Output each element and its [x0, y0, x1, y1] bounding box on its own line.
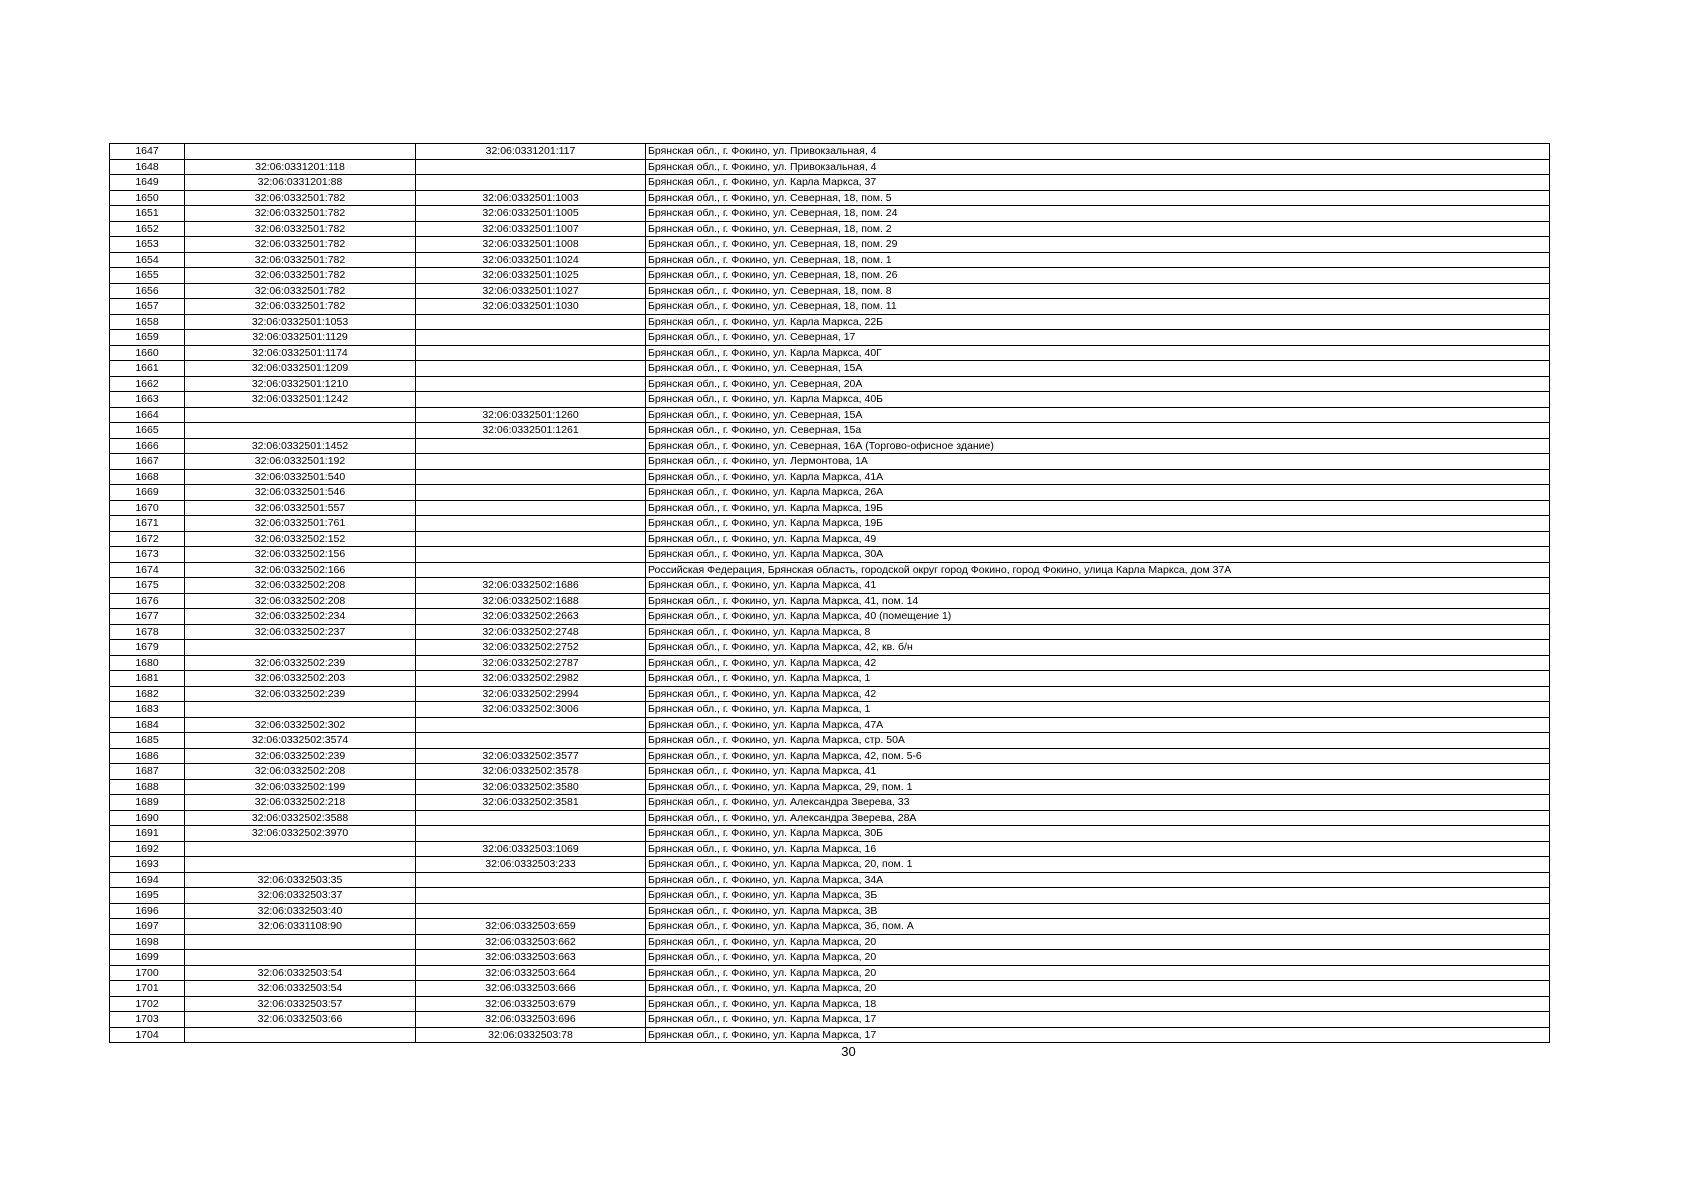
- row-number-cell: 1670: [110, 500, 185, 516]
- cadastral-number-cell: 32:06:0332502:239: [185, 686, 416, 702]
- row-number-cell: 1696: [110, 903, 185, 919]
- premises-cadastral-number-cell: 32:06:0332503:663: [416, 950, 646, 966]
- table-row: [110, 671, 1550, 687]
- cadastral-number-cell: 32:06:0331201:88: [185, 175, 416, 191]
- table-row: [110, 516, 1550, 532]
- table-row: [110, 547, 1550, 563]
- address-cell: Брянская обл., г. Фокино, ул. Карла Маркса, 47А: [646, 717, 1550, 733]
- premises-cadastral-number-cell: 32:06:0332501:1030: [416, 299, 646, 315]
- address-cell: Брянская обл., г. Фокино, ул. Карла Маркса, 18: [646, 996, 1550, 1012]
- table-row: [110, 438, 1550, 454]
- row-number-cell: 1667: [110, 454, 185, 470]
- address-cell: Брянская обл., г. Фокино, ул. Карла Маркса, 42: [646, 655, 1550, 671]
- premises-cadastral-number-cell: [416, 392, 646, 408]
- cadastral-number-cell: 32:06:0331108:90: [185, 919, 416, 935]
- registry-table: [109, 143, 1550, 1043]
- table-row: [110, 237, 1550, 253]
- table-row: [110, 314, 1550, 330]
- cadastral-number-cell: 32:06:0332502:3970: [185, 826, 416, 842]
- table-row: [110, 702, 1550, 718]
- row-number-cell: 1686: [110, 748, 185, 764]
- address-cell: Брянская обл., г. Фокино, ул. Карла Маркса, 42: [646, 686, 1550, 702]
- premises-cadastral-number-cell: [416, 345, 646, 361]
- cadastral-number-cell: [185, 640, 416, 656]
- premises-cadastral-number-cell: [416, 826, 646, 842]
- cadastral-number-cell: 32:06:0332502:218: [185, 795, 416, 811]
- row-number-cell: 1689: [110, 795, 185, 811]
- cadastral-number-cell: 32:06:0332501:782: [185, 206, 416, 222]
- table-row: [110, 345, 1550, 361]
- address-cell: Брянская обл., г. Фокино, ул. Привокзальная, 4: [646, 144, 1550, 160]
- premises-cadastral-number-cell: [416, 361, 646, 377]
- table-row: [110, 252, 1550, 268]
- row-number-cell: 1673: [110, 547, 185, 563]
- table-row: [110, 624, 1550, 640]
- table-row: [110, 500, 1550, 516]
- cadastral-number-cell: 32:06:0332501:1210: [185, 376, 416, 392]
- cadastral-number-cell: 32:06:0332501:1209: [185, 361, 416, 377]
- address-cell: Брянская обл., г. Фокино, ул. Карла Маркса, 20: [646, 981, 1550, 997]
- address-cell: Брянская обл., г. Фокино, ул. Карла Маркса, 19Б: [646, 516, 1550, 532]
- premises-cadastral-number-cell: [416, 454, 646, 470]
- address-cell: Брянская обл., г. Фокино, ул. Карла Маркса, 20: [646, 965, 1550, 981]
- row-number-cell: 1662: [110, 376, 185, 392]
- row-number-cell: 1658: [110, 314, 185, 330]
- premises-cadastral-number-cell: 32:06:0332501:1005: [416, 206, 646, 222]
- cadastral-number-cell: 32:06:0332502:166: [185, 562, 416, 578]
- row-number-cell: 1679: [110, 640, 185, 656]
- premises-cadastral-number-cell: [416, 469, 646, 485]
- table-row: [110, 764, 1550, 780]
- table-row: [110, 717, 1550, 733]
- table-row: [110, 779, 1550, 795]
- row-number-cell: 1653: [110, 237, 185, 253]
- row-number-cell: 1688: [110, 779, 185, 795]
- table-row: [110, 655, 1550, 671]
- table-row: [110, 361, 1550, 377]
- premises-cadastral-number-cell: [416, 376, 646, 392]
- cadastral-number-cell: 32:06:0332502:208: [185, 578, 416, 594]
- premises-cadastral-number-cell: 32:06:0332502:3578: [416, 764, 646, 780]
- table-row: [110, 159, 1550, 175]
- cadastral-number-cell: 32:06:0332503:35: [185, 872, 416, 888]
- premises-cadastral-number-cell: [416, 888, 646, 904]
- premises-cadastral-number-cell: 32:06:0332502:3580: [416, 779, 646, 795]
- premises-cadastral-number-cell: [416, 516, 646, 532]
- table-row: [110, 1027, 1550, 1043]
- row-number-cell: 1691: [110, 826, 185, 842]
- address-cell: Брянская обл., г. Фокино, ул. Карла Маркса, 17: [646, 1012, 1550, 1028]
- premises-cadastral-number-cell: [416, 810, 646, 826]
- cadastral-number-cell: 32:06:0332501:782: [185, 190, 416, 206]
- row-number-cell: 1656: [110, 283, 185, 299]
- cadastral-number-cell: 32:06:0332501:1452: [185, 438, 416, 454]
- address-cell: Брянская обл., г. Фокино, ул. Карла Маркса, 49: [646, 531, 1550, 547]
- table-row: [110, 454, 1550, 470]
- row-number-cell: 1648: [110, 159, 185, 175]
- table-row: [110, 376, 1550, 392]
- address-cell: Брянская обл., г. Фокино, ул. Карла Маркса, 20: [646, 934, 1550, 950]
- row-number-cell: 1702: [110, 996, 185, 1012]
- premises-cadastral-number-cell: [416, 175, 646, 191]
- premises-cadastral-number-cell: [416, 159, 646, 175]
- row-number-cell: 1680: [110, 655, 185, 671]
- address-cell: Брянская обл., г. Фокино, ул. Карла Маркса, 1: [646, 702, 1550, 718]
- address-cell: Брянская обл., г. Фокино, ул. Карла Маркса, стр. 50А: [646, 733, 1550, 749]
- premises-cadastral-number-cell: 32:06:0332502:2994: [416, 686, 646, 702]
- address-cell: Брянская обл., г. Фокино, ул. Карла Маркса, 8: [646, 624, 1550, 640]
- cadastral-number-cell: [185, 857, 416, 873]
- address-cell: Брянская обл., г. Фокино, ул. Северная, 15А: [646, 407, 1550, 423]
- address-cell: Брянская обл., г. Фокино, ул. Карла Маркса, 30А: [646, 547, 1550, 563]
- table-row: [110, 392, 1550, 408]
- row-number-cell: 1664: [110, 407, 185, 423]
- table-row: [110, 748, 1550, 764]
- premises-cadastral-number-cell: 32:06:0332502:2787: [416, 655, 646, 671]
- table-row: [110, 1012, 1550, 1028]
- address-cell: Брянская обл., г. Фокино, ул. Карла Маркса, 16: [646, 841, 1550, 857]
- cadastral-number-cell: [185, 423, 416, 439]
- address-cell: Брянская обл., г. Фокино, ул. Северная, 18, пом. 2: [646, 221, 1550, 237]
- table-row: [110, 578, 1550, 594]
- row-number-cell: 1697: [110, 919, 185, 935]
- table-row: [110, 609, 1550, 625]
- address-cell: Брянская обл., г. Фокино, ул. Северная, 18, пом. 11: [646, 299, 1550, 315]
- row-number-cell: 1692: [110, 841, 185, 857]
- table-row: [110, 919, 1550, 935]
- premises-cadastral-number-cell: 32:06:0332502:2752: [416, 640, 646, 656]
- premises-cadastral-number-cell: [416, 872, 646, 888]
- premises-cadastral-number-cell: 32:06:0332501:1027: [416, 283, 646, 299]
- address-cell: Брянская обл., г. Фокино, ул. Северная, 16А (Торгово-офисное здание): [646, 438, 1550, 454]
- premises-cadastral-number-cell: 32:06:0332501:1260: [416, 407, 646, 423]
- cadastral-number-cell: 32:06:0332503:54: [185, 981, 416, 997]
- row-number-cell: 1685: [110, 733, 185, 749]
- table-row: [110, 965, 1550, 981]
- premises-cadastral-number-cell: [416, 717, 646, 733]
- cadastral-number-cell: 32:06:0332501:782: [185, 283, 416, 299]
- cadastral-number-cell: [185, 702, 416, 718]
- address-cell: Брянская обл., г. Фокино, ул. Северная, 18, пом. 29: [646, 237, 1550, 253]
- cadastral-number-cell: 32:06:0332502:234: [185, 609, 416, 625]
- table-row: [110, 330, 1550, 346]
- premises-cadastral-number-cell: 32:06:0332503:664: [416, 965, 646, 981]
- premises-cadastral-number-cell: 32:06:0332502:3006: [416, 702, 646, 718]
- address-cell: Брянская обл., г. Фокино, ул. Карла Маркса, 41А: [646, 469, 1550, 485]
- row-number-cell: 1672: [110, 531, 185, 547]
- row-number-cell: 1666: [110, 438, 185, 454]
- cadastral-number-cell: 32:06:0332501:1242: [185, 392, 416, 408]
- address-cell: Российская Федерация, Брянская область, городской округ город Фокино, город Фокино, улица Карла Маркса, дом 37А: [646, 562, 1550, 578]
- address-cell: Брянская обл., г. Фокино, ул. Карла Маркса, 17: [646, 1027, 1550, 1043]
- address-cell: Брянская обл., г. Фокино, ул. Северная, 18, пом. 26: [646, 268, 1550, 284]
- premises-cadastral-number-cell: 32:06:0332502:2982: [416, 671, 646, 687]
- row-number-cell: 1699: [110, 950, 185, 966]
- row-number-cell: 1649: [110, 175, 185, 191]
- row-number-cell: 1677: [110, 609, 185, 625]
- row-number-cell: 1661: [110, 361, 185, 377]
- cadastral-number-cell: 32:06:0332501:557: [185, 500, 416, 516]
- row-number-cell: 1700: [110, 965, 185, 981]
- address-cell: Брянская обл., г. Фокино, ул. Карла Маркса, 40 (помещение 1): [646, 609, 1550, 625]
- row-number-cell: 1657: [110, 299, 185, 315]
- table-row: [110, 299, 1550, 315]
- row-number-cell: 1659: [110, 330, 185, 346]
- address-cell: Брянская обл., г. Фокино, ул. Карла Маркса, 20, пом. 1: [646, 857, 1550, 873]
- table-row: [110, 562, 1550, 578]
- table-row: [110, 795, 1550, 811]
- premises-cadastral-number-cell: [416, 733, 646, 749]
- address-cell: Брянская обл., г. Фокино, ул. Карла Маркса, 20: [646, 950, 1550, 966]
- table-body: [110, 144, 1550, 1043]
- table-row: [110, 996, 1550, 1012]
- page-number: 30: [841, 1044, 856, 1059]
- cadastral-number-cell: 32:06:0332503:40: [185, 903, 416, 919]
- row-number-cell: 1647: [110, 144, 185, 160]
- cadastral-number-cell: 32:06:0332502:156: [185, 547, 416, 563]
- address-cell: Брянская обл., г. Фокино, ул. Северная, 18, пом. 5: [646, 190, 1550, 206]
- cadastral-number-cell: 32:06:0332502:239: [185, 748, 416, 764]
- cadastral-number-cell: [185, 1027, 416, 1043]
- table-row: [110, 593, 1550, 609]
- address-cell: Брянская обл., г. Фокино, ул. Карла Маркса, 19Б: [646, 500, 1550, 516]
- cadastral-number-cell: 32:06:0332502:3588: [185, 810, 416, 826]
- cadastral-number-cell: 32:06:0332502:237: [185, 624, 416, 640]
- premises-cadastral-number-cell: 32:06:0332501:1261: [416, 423, 646, 439]
- address-cell: Брянская обл., г. Фокино, ул. Карла Маркса, 42, кв. б/н: [646, 640, 1550, 656]
- premises-cadastral-number-cell: 32:06:0332502:1688: [416, 593, 646, 609]
- premises-cadastral-number-cell: [416, 330, 646, 346]
- cadastral-number-cell: 32:06:0332502:203: [185, 671, 416, 687]
- cadastral-number-cell: 32:06:0332501:782: [185, 268, 416, 284]
- cadastral-number-cell: [185, 407, 416, 423]
- cadastral-number-cell: 32:06:0332501:782: [185, 252, 416, 268]
- address-cell: Брянская обл., г. Фокино, ул. Северная, 20А: [646, 376, 1550, 392]
- cadastral-number-cell: [185, 144, 416, 160]
- cadastral-number-cell: [185, 841, 416, 857]
- premises-cadastral-number-cell: [416, 531, 646, 547]
- table-row: [110, 485, 1550, 501]
- cadastral-number-cell: 32:06:0332501:761: [185, 516, 416, 532]
- row-number-cell: 1703: [110, 1012, 185, 1028]
- premises-cadastral-number-cell: 32:06:0332503:679: [416, 996, 646, 1012]
- table-row: [110, 469, 1550, 485]
- row-number-cell: 1701: [110, 981, 185, 997]
- row-number-cell: 1655: [110, 268, 185, 284]
- address-cell: Брянская обл., г. Фокино, ул. Карла Маркса, 3Б: [646, 888, 1550, 904]
- row-number-cell: 1695: [110, 888, 185, 904]
- table-row: [110, 283, 1550, 299]
- row-number-cell: 1671: [110, 516, 185, 532]
- address-cell: Брянская обл., г. Фокино, ул. Северная, 18, пом. 24: [646, 206, 1550, 222]
- premises-cadastral-number-cell: [416, 500, 646, 516]
- cadastral-number-cell: [185, 934, 416, 950]
- row-number-cell: 1687: [110, 764, 185, 780]
- address-cell: Брянская обл., г. Фокино, ул. Карла Маркса, 30Б: [646, 826, 1550, 842]
- premises-cadastral-number-cell: 32:06:0332503:696: [416, 1012, 646, 1028]
- row-number-cell: 1694: [110, 872, 185, 888]
- premises-cadastral-number-cell: 32:06:0332502:1686: [416, 578, 646, 594]
- table-row: [110, 810, 1550, 826]
- cadastral-number-cell: 32:06:0332501:782: [185, 237, 416, 253]
- cadastral-number-cell: 32:06:0332502:208: [185, 764, 416, 780]
- cadastral-number-cell: 32:06:0332501:1129: [185, 330, 416, 346]
- address-cell: Брянская обл., г. Фокино, ул. Карла Маркса, 42, пом. 5-6: [646, 748, 1550, 764]
- table-row: [110, 934, 1550, 950]
- row-number-cell: 1650: [110, 190, 185, 206]
- premises-cadastral-number-cell: 32:06:0332503:233: [416, 857, 646, 873]
- table-row: [110, 407, 1550, 423]
- table-row: [110, 857, 1550, 873]
- premises-cadastral-number-cell: 32:06:0332501:1024: [416, 252, 646, 268]
- row-number-cell: 1669: [110, 485, 185, 501]
- cadastral-number-cell: 32:06:0332503:54: [185, 965, 416, 981]
- premises-cadastral-number-cell: [416, 485, 646, 501]
- address-cell: Брянская обл., г. Фокино, ул. Северная, 18, пом. 8: [646, 283, 1550, 299]
- cadastral-number-cell: 32:06:0332503:57: [185, 996, 416, 1012]
- row-number-cell: 1660: [110, 345, 185, 361]
- premises-cadastral-number-cell: [416, 314, 646, 330]
- premises-cadastral-number-cell: 32:06:0332501:1007: [416, 221, 646, 237]
- table-row: [110, 826, 1550, 842]
- cadastral-number-cell: [185, 950, 416, 966]
- address-cell: Брянская обл., г. Фокино, ул. Северная, 15а: [646, 423, 1550, 439]
- address-cell: Брянская обл., г. Фокино, ул. Лермонтова, 1А: [646, 454, 1550, 470]
- premises-cadastral-number-cell: 32:06:0332502:2663: [416, 609, 646, 625]
- address-cell: Брянская обл., г. Фокино, ул. Северная, 17: [646, 330, 1550, 346]
- table-row: [110, 221, 1550, 237]
- table-row: [110, 950, 1550, 966]
- row-number-cell: 1674: [110, 562, 185, 578]
- address-cell: Брянская обл., г. Фокино, ул. Карла Маркса, 1: [646, 671, 1550, 687]
- premises-cadastral-number-cell: 32:06:0332503:1069: [416, 841, 646, 857]
- premises-cadastral-number-cell: 32:06:0331201:117: [416, 144, 646, 160]
- address-cell: Брянская обл., г. Фокино, ул. Карла Маркса, 29, пом. 1: [646, 779, 1550, 795]
- table-row: [110, 190, 1550, 206]
- row-number-cell: 1665: [110, 423, 185, 439]
- address-cell: Брянская обл., г. Фокино, ул. Карла Маркса, 37: [646, 175, 1550, 191]
- address-cell: Брянская обл., г. Фокино, ул. Карла Маркса, 34А: [646, 872, 1550, 888]
- table-row: [110, 268, 1550, 284]
- premises-cadastral-number-cell: 32:06:0332503:78: [416, 1027, 646, 1043]
- address-cell: Брянская обл., г. Фокино, ул. Александра Зверева, 33: [646, 795, 1550, 811]
- row-number-cell: 1683: [110, 702, 185, 718]
- row-number-cell: 1654: [110, 252, 185, 268]
- table-row: [110, 423, 1550, 439]
- table-row: [110, 733, 1550, 749]
- address-cell: Брянская обл., г. Фокино, ул. Привокзальная, 4: [646, 159, 1550, 175]
- premises-cadastral-number-cell: 32:06:0332502:3581: [416, 795, 646, 811]
- row-number-cell: 1651: [110, 206, 185, 222]
- cadastral-number-cell: 32:06:0332502:152: [185, 531, 416, 547]
- premises-cadastral-number-cell: [416, 903, 646, 919]
- row-number-cell: 1675: [110, 578, 185, 594]
- table-row: [110, 981, 1550, 997]
- row-number-cell: 1676: [110, 593, 185, 609]
- address-cell: Брянская обл., г. Фокино, ул. Александра Зверева, 28А: [646, 810, 1550, 826]
- address-cell: Брянская обл., г. Фокино, ул. Карла Маркса, 41: [646, 578, 1550, 594]
- premises-cadastral-number-cell: 32:06:0332503:662: [416, 934, 646, 950]
- address-cell: Брянская обл., г. Фокино, ул. Карла Маркса, 41: [646, 764, 1550, 780]
- address-cell: Брянская обл., г. Фокино, ул. Карла Маркса, 26А: [646, 485, 1550, 501]
- row-number-cell: 1668: [110, 469, 185, 485]
- address-cell: Брянская обл., г. Фокино, ул. Северная, 18, пом. 1: [646, 252, 1550, 268]
- cadastral-number-cell: 32:06:0332501:546: [185, 485, 416, 501]
- cadastral-number-cell: 32:06:0332503:66: [185, 1012, 416, 1028]
- premises-cadastral-number-cell: 32:06:0332503:659: [416, 919, 646, 935]
- address-cell: Брянская обл., г. Фокино, ул. Карла Маркса, 3б, пом. А: [646, 919, 1550, 935]
- cadastral-number-cell: 32:06:0332501:1053: [185, 314, 416, 330]
- row-number-cell: 1682: [110, 686, 185, 702]
- premises-cadastral-number-cell: [416, 438, 646, 454]
- table-row: [110, 206, 1550, 222]
- cadastral-number-cell: 32:06:0332503:37: [185, 888, 416, 904]
- cadastral-number-cell: 32:06:0332501:782: [185, 221, 416, 237]
- table-row: [110, 872, 1550, 888]
- row-number-cell: 1678: [110, 624, 185, 640]
- row-number-cell: 1690: [110, 810, 185, 826]
- row-number-cell: 1693: [110, 857, 185, 873]
- premises-cadastral-number-cell: 32:06:0332502:3577: [416, 748, 646, 764]
- cadastral-number-cell: 32:06:0331201:118: [185, 159, 416, 175]
- cadastral-number-cell: 32:06:0332502:3574: [185, 733, 416, 749]
- cadastral-number-cell: 32:06:0332501:540: [185, 469, 416, 485]
- table-row: [110, 531, 1550, 547]
- row-number-cell: 1698: [110, 934, 185, 950]
- row-number-cell: 1663: [110, 392, 185, 408]
- address-cell: Брянская обл., г. Фокино, ул. Карла Маркса, 40Б: [646, 392, 1550, 408]
- table-row: [110, 144, 1550, 160]
- row-number-cell: 1652: [110, 221, 185, 237]
- cadastral-number-cell: 32:06:0332502:239: [185, 655, 416, 671]
- premises-cadastral-number-cell: 32:06:0332503:666: [416, 981, 646, 997]
- premises-cadastral-number-cell: [416, 562, 646, 578]
- address-cell: Брянская обл., г. Фокино, ул. Карла Маркса, 22Б: [646, 314, 1550, 330]
- premises-cadastral-number-cell: 32:06:0332501:1025: [416, 268, 646, 284]
- premises-cadastral-number-cell: [416, 547, 646, 563]
- table-row: [110, 175, 1550, 191]
- table-row: [110, 888, 1550, 904]
- table-row: [110, 640, 1550, 656]
- cadastral-number-cell: 32:06:0332502:302: [185, 717, 416, 733]
- address-cell: Брянская обл., г. Фокино, ул. Карла Маркса, 40Г: [646, 345, 1550, 361]
- address-cell: Брянская обл., г. Фокино, ул. Карла Маркса, 41, пом. 14: [646, 593, 1550, 609]
- cadastral-number-cell: 32:06:0332501:782: [185, 299, 416, 315]
- premises-cadastral-number-cell: 32:06:0332501:1003: [416, 190, 646, 206]
- cadastral-number-cell: 32:06:0332501:192: [185, 454, 416, 470]
- cadastral-number-cell: 32:06:0332502:208: [185, 593, 416, 609]
- address-cell: Брянская обл., г. Фокино, ул. Карла Маркса, 3В: [646, 903, 1550, 919]
- premises-cadastral-number-cell: 32:06:0332502:2748: [416, 624, 646, 640]
- row-number-cell: 1681: [110, 671, 185, 687]
- table-row: [110, 841, 1550, 857]
- table-row: [110, 686, 1550, 702]
- table-row: [110, 903, 1550, 919]
- cadastral-number-cell: 32:06:0332501:1174: [185, 345, 416, 361]
- address-cell: Брянская обл., г. Фокино, ул. Северная, 15А: [646, 361, 1550, 377]
- premises-cadastral-number-cell: 32:06:0332501:1008: [416, 237, 646, 253]
- row-number-cell: 1704: [110, 1027, 185, 1043]
- row-number-cell: 1684: [110, 717, 185, 733]
- cadastral-number-cell: 32:06:0332502:199: [185, 779, 416, 795]
